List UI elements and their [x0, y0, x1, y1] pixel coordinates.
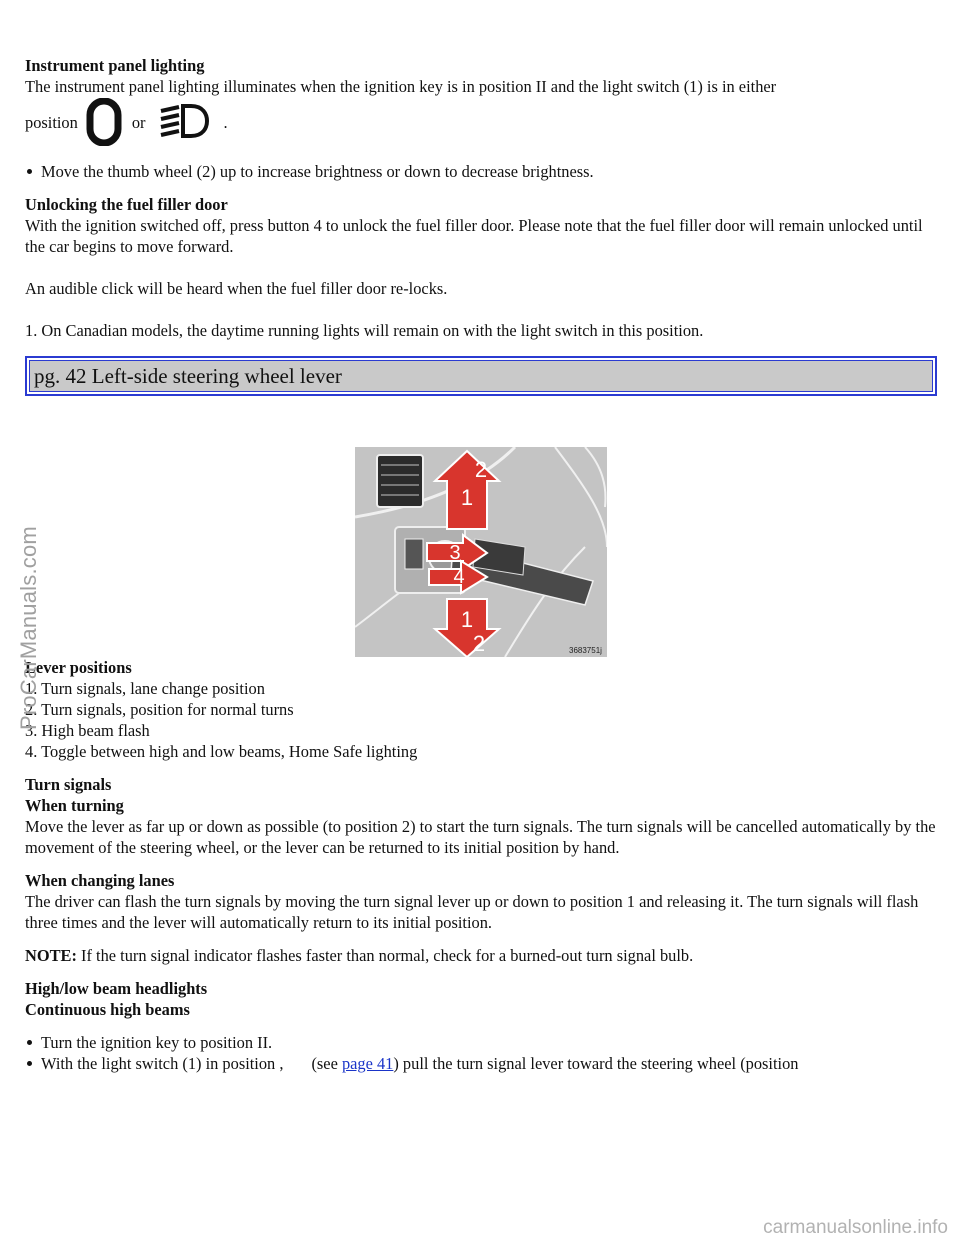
steering-lever-illustration — [355, 447, 607, 657]
when-turning-heading: When turning — [25, 796, 124, 815]
changing-lanes-heading: When changing lanes — [25, 871, 175, 890]
arrow-label-down-1: 1 — [460, 607, 474, 632]
arrow-label-up-2: 2 — [474, 457, 488, 482]
footnote: 1. On Canadian models, the daytime running lights will remain on with the light switch in this position. — [25, 321, 704, 340]
low-beam-headlight-icon — [159, 102, 209, 142]
high-beam-steps — [25, 1032, 937, 1074]
or-word: or — [131, 112, 146, 132]
arrow-label-down-2: 2 — [472, 631, 486, 656]
list-item: 1. Turn signals, lane change position — [25, 679, 265, 698]
note-text: If the turn signal indicator flashes faster than normal, check for a burned-out turn signal bulb. — [76, 946, 694, 965]
list-item: 4. Toggle between high and low beams, Home Safe lighting — [25, 742, 418, 761]
watermark-left: ProCarManuals.com — [16, 526, 41, 730]
page-41-link[interactable]: page 41 — [341, 1054, 394, 1073]
figure-code: 3683751j — [569, 646, 602, 655]
beams-heading: High/low beam headlights — [25, 979, 208, 998]
list-item: Turn the ignition key to position II. — [41, 1032, 937, 1053]
list-item: 2. Turn signals, position for normal turns — [25, 700, 294, 719]
continuous-high-heading: Continuous high beams — [25, 1000, 190, 1019]
list-item: With the light switch (1) in position , (see page 41) pull the turn signal lever toward the steering wheel (position — [41, 1053, 937, 1074]
fuel-door-body: With the ignition switched off, press button 4 to unlock the fuel filler door. Please note that the fuel filler door will remain unlocked until the car begins to move forward. — [25, 216, 923, 256]
parking-light-icon — [86, 98, 122, 146]
list-item: Move the thumb wheel (2) up to increase brightness or down to decrease brightness. — [41, 161, 937, 182]
lever-diagram — [355, 447, 607, 657]
instrument-lighting-body: The instrument panel lighting illuminates when the ignition key is in position II and the light switch (1) is in either — [25, 77, 777, 96]
thumb-wheel-list — [25, 161, 937, 182]
arrow-label-4: 4 — [453, 566, 465, 588]
fuel-door-heading: Unlocking the fuel filler door — [25, 195, 228, 214]
watermark-bottom: carmanualsonline.info — [763, 1217, 948, 1238]
changing-lanes-body: The driver can flash the turn signals by moving the turn signal lever up or down to position 1 and releasing it. The turn signals will flash three times and the lever will automatically return to its initial position. — [25, 892, 919, 932]
period: . — [223, 112, 228, 132]
arrow-label-3: 3 — [449, 542, 461, 564]
section-header — [25, 356, 937, 396]
note-label: NOTE: — [25, 946, 77, 965]
arrow-label-up-1: 1 — [460, 485, 474, 510]
note — [25, 945, 937, 966]
position-word: position — [25, 112, 78, 132]
when-turning-body: Move the lever as far up or down as possible (to position 2) to start the turn signals. The turn signals will be cancelled automatically by the movement of the steering wheel, or the lever can be returned to its initial position by hand. — [25, 817, 936, 857]
light-switch-positions — [25, 95, 937, 149]
lever-positions-heading: Lever positions — [25, 658, 132, 677]
fuel-door-click: An audible click will be heard when the fuel filler door re-locks. — [25, 279, 448, 298]
list-item: 3. High beam flash — [25, 721, 150, 740]
turn-signals-heading: Turn signals — [25, 775, 112, 794]
section-title: pg. 42 Left-side steering wheel lever — [29, 360, 933, 392]
instrument-lighting-heading: Instrument panel lighting — [25, 56, 205, 75]
manual-page — [25, 55, 937, 1074]
